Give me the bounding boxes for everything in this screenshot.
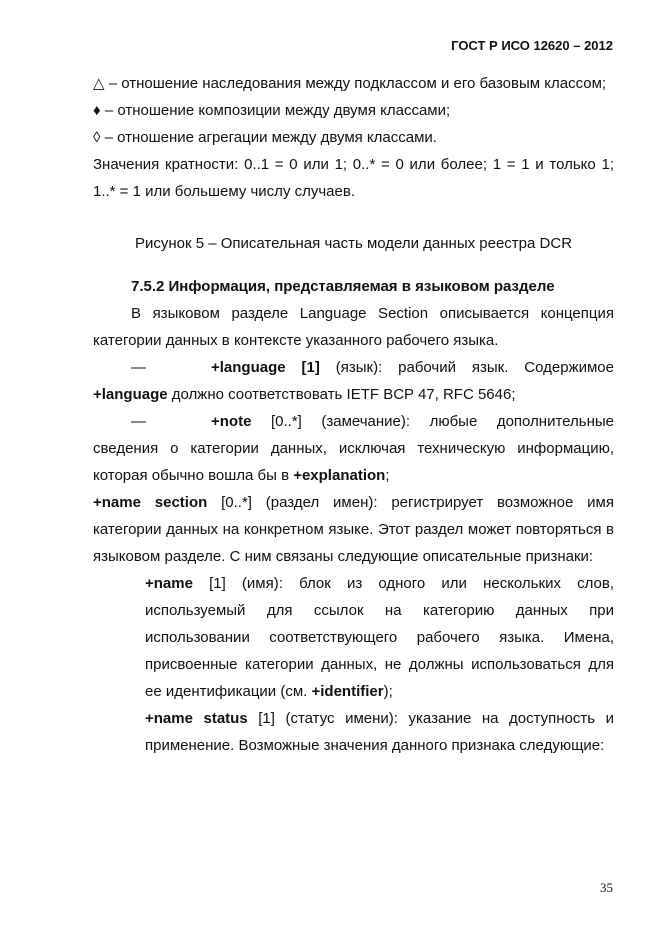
item-language: — +language [1] (язык): рабочий язык. Содержимое +language должно соответствовать IETF BCP 47, RFC 5646; xyxy=(93,354,614,408)
item-name-status: +name status [1] (статус имени): указание на доступность и применение. Возможные значения данного признака следующие: xyxy=(145,710,615,754)
item-name: +name [1] (имя): блок из одного или нескольких слов, используемый для ссылок на категорию данных при использовании соответствующего рабочего языка. Имена, присвоенные категории данных, не должны использоваться для ее идентификации (см. +identifier); xyxy=(145,575,614,700)
term-language-2: +language xyxy=(93,386,168,403)
section-heading: 7.5.2 Информация, представляемая в языковом разделе xyxy=(131,278,555,295)
term-language: +language [1] xyxy=(211,359,320,376)
legend-inheritance: △ – отношение наследования между подклассом и его базовым классом; xyxy=(93,75,607,92)
item-note: — +note [0..*] (замечание): любые дополнительные сведения о категории данных, исключая техническую информацию, которая обычно вошла бы в +explanation; xyxy=(93,408,614,489)
legend-aggregation: ◊ – отношение агрегации между двумя классами. xyxy=(93,129,437,146)
item-name-section: +name section [0..*] (раздел имен): регистрирует возможное имя категории данных на конкретном языке. Этот раздел может повторяться в языковом разделе. С ним связаны следующие описательные признаки: xyxy=(93,494,614,565)
term-identifier: +identifier xyxy=(311,683,384,700)
diamond-filled-icon: ♦ xyxy=(93,102,101,119)
diamond-outline-icon: ◊ xyxy=(93,129,101,146)
page-content xyxy=(93,70,614,759)
legend-composition: ♦ – отношение композиции между двумя классами; xyxy=(93,102,451,119)
document-header: ГОСТ Р ИСО 12620 – 2012 xyxy=(451,38,613,53)
term-note: +note xyxy=(211,413,252,430)
legend-cardinality: Значения кратности: 0..1 = 0 или 1; 0..* = 0 или более; 1 = 1 и только 1; 1..* = 1 или большему числу случаев. xyxy=(93,156,614,200)
figure-caption: Рисунок 5 – Описательная часть модели данных реестра DCR xyxy=(134,235,573,252)
term-name-status: +name status xyxy=(145,710,248,727)
section-intro: В языковом разделе Language Section описывается концепция категории данных в контексте указанного рабочего языка. xyxy=(93,305,614,349)
dash-mark: — xyxy=(131,359,146,376)
page-number: 35 xyxy=(600,880,613,895)
triangle-icon: △ xyxy=(93,75,105,92)
term-explanation: +explanation xyxy=(293,467,386,484)
term-name-section: +name section xyxy=(93,494,208,511)
term-name: +name xyxy=(145,575,193,592)
dash-mark: — xyxy=(131,413,146,430)
